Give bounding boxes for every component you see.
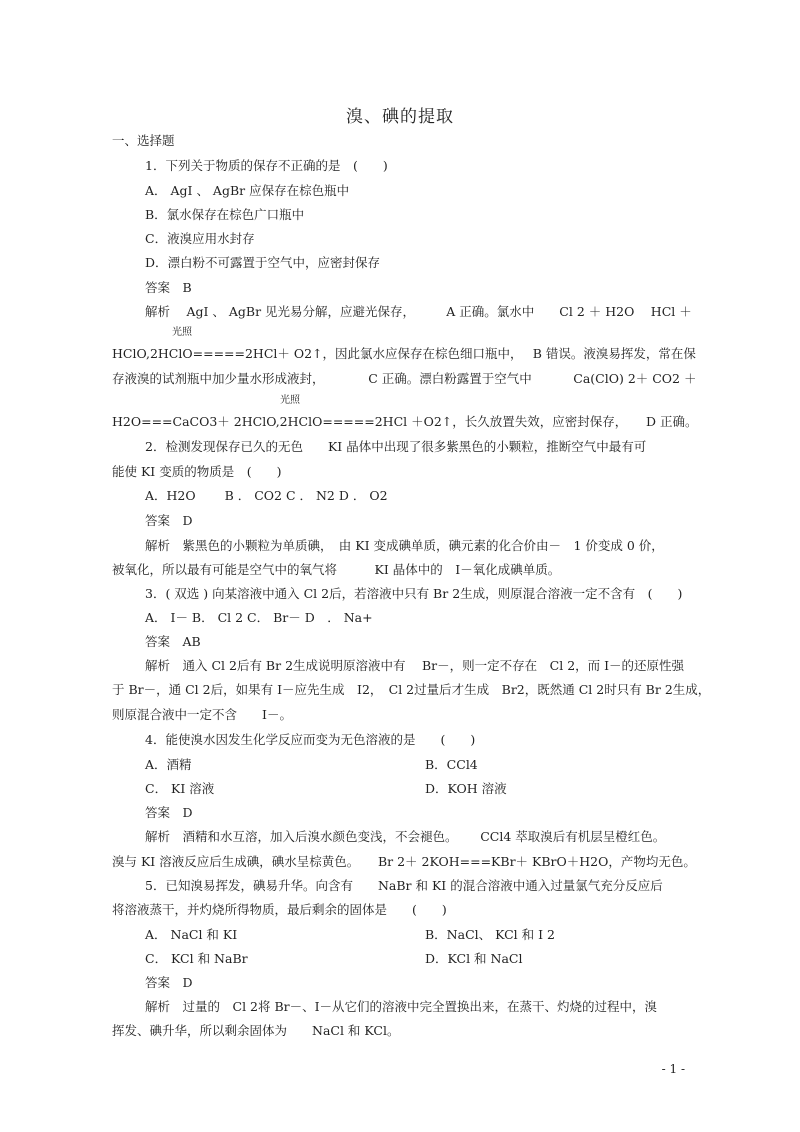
q4-option-c: C． KI 溶液 [145, 781, 215, 796]
q5-option-d: D．KCl 和 NaCl [425, 951, 523, 966]
q4-answer: 答案 D [145, 805, 193, 820]
q4-option-b: B．CCl4 [425, 757, 478, 772]
q5-explanation-line: 挥发、碘升华，所以剩余固体为 NaCl 和 KCl。 [112, 1023, 400, 1038]
q1-explanation-line: HClO,2HClO=====2HCl＋ O2↑，因此氯水应保存在棕色细口瓶中， B 错误。液溴易挥发，常在保 [112, 346, 696, 361]
question-2-cont: 能使 KI 变质的物质是 ( ) [112, 464, 282, 479]
q3-answer: 答案 AB [145, 634, 201, 649]
question-4: 4．能使溴水因发生化学反应而变为无色溶液的是 ( ) [145, 732, 476, 747]
q2-explanation-line: 解析 紫黑色的小颗粒为单质碘， 由 KI 变成碘单质，碘元素的化合价由－ 1 价变成 0 价， [145, 538, 664, 553]
condition-label: 光照 [172, 327, 192, 338]
q3-explanation-line: 解析 通入 Cl 2后有 Br 2生成说明原溶液中有 Br－，则一定不存在 Cl 2，而 I－的还原性强 [145, 658, 685, 673]
q5-option-c: C． KCl 和 NaBr [145, 951, 248, 966]
q3-explanation-line: 则原混合液中一定不含 I－。 [112, 707, 292, 722]
q1-explanation-line: 解析 AgI 、 AgBr 见光易分解，应避光保存， A 正确。氯水中 Cl 2 ＋ H2O HCl ＋ [145, 304, 692, 319]
q2-options: A．H2O B ． CO2 C ． N2 D ． O2 [145, 488, 388, 503]
condition-label: 光照 [280, 395, 300, 406]
q5-option-a: A． NaCl 和 KI [145, 927, 238, 942]
question-3: 3．( 双选 ) 向某溶液中通入 Cl 2后，若溶液中只有 Br 2生成，则原混合溶液一定不含有 ( ) [145, 586, 683, 601]
q5-explanation-line: 解析 过量的 Cl 2将 Br－、I－从它们的溶液中完全置换出来，在蒸干、灼烧的过程中，溴 [145, 999, 658, 1014]
q3-explanation-line: 于 Br－，通 Cl 2后，如果有 I－应先生成 I2， Cl 2过量后才生成 Br2，既然通 Cl 2时只有 Br 2生成， [112, 682, 711, 697]
q1-explanation-line: H2O===CaCO3＋ 2HClO,2HClO=====2HCl ＋O2↑，长久放置失效，应密封保存， D 正确。 [112, 414, 698, 429]
q4-explanation-line: 解析 酒精和水互溶，加入后溴水颜色变浅，不会褪色。 CCl4 萃取溴后有机层呈橙红色。 [145, 829, 666, 844]
q4-option-d: D．KOH 溶液 [425, 781, 507, 796]
q1-option-a: A． AgI 、 AgBr 应保存在棕色瓶中 [145, 183, 350, 198]
q4-option-a: A．酒精 [145, 757, 192, 772]
q5-answer: 答案 D [145, 975, 193, 990]
q5-option-b: B．NaCl、 KCl 和 I 2 [425, 927, 555, 942]
q3-options: A． I－ B． Cl 2 C． Br－ D ． Na+ [145, 610, 373, 625]
q1-option-b: B．氯水保存在棕色广口瓶中 [145, 207, 305, 222]
page-number: - 1 - [661, 1062, 685, 1076]
q2-explanation-line: 被氧化，所以最有可能是空气中的氧气将 KI 晶体中的 I－氧化成碘单质。 [112, 562, 561, 577]
question-5: 5．已知溴易挥发，碘易升华。向含有 NaBr 和 KI 的混合溶液中通入过量氯气充分反应后 [145, 878, 663, 893]
question-2: 2．检测发现保存已久的无色 KI 晶体中出现了很多紫黑色的小颗粒，推断空气中最有可 [145, 439, 647, 454]
q1-explanation-line: 存液溴的试剂瓶中加少量水形成液封， C 正确。漂白粉露置于空气中 Ca(ClO) 2＋ CO2 ＋ [112, 371, 697, 386]
q1-answer: 答案 B [145, 280, 192, 295]
section-heading: 一、选择题 [112, 133, 175, 148]
q2-answer: 答案 D [145, 513, 193, 528]
q1-option-d: D．漂白粉不可露置于空气中，应密封保存 [145, 255, 381, 270]
question-1: 1．下列关于物质的保存不正确的是 ( ) [145, 158, 388, 173]
q1-option-c: C．液溴应用水封存 [145, 231, 255, 246]
question-5-cont: 将溶液蒸干，并灼烧所得物质，最后剩余的固体是 ( ) [112, 902, 447, 917]
q4-explanation-line: 溴与 KI 溶液反应后生成碘，碘水呈棕黄色。 Br 2＋ 2KOH===KBr＋ KBrO＋H2O，产物均无色。 [112, 854, 696, 869]
page-title: 溴、碘的提取 [346, 107, 454, 127]
